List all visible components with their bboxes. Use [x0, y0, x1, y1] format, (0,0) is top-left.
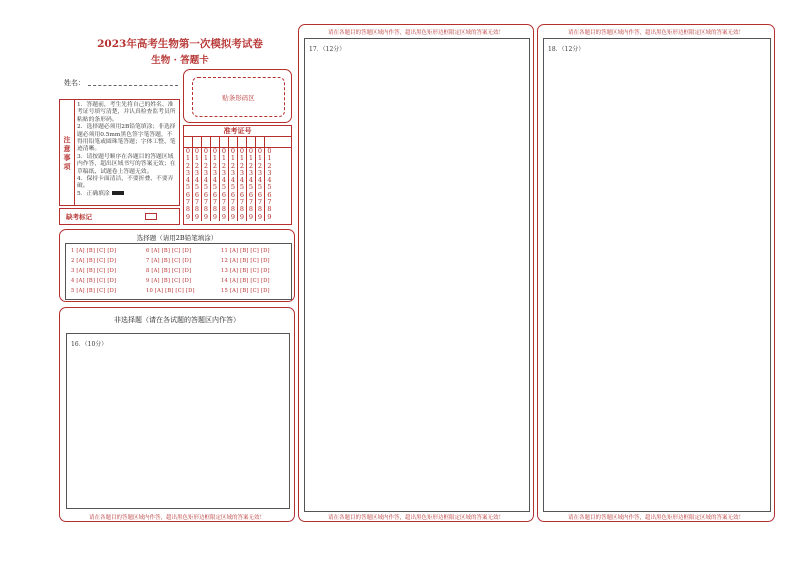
- exam-id-digit-bubble[interactable]: 1: [221, 154, 227, 163]
- barcode-panel: [183, 69, 292, 123]
- exam-id-digit-bubble[interactable]: 5: [185, 183, 191, 192]
- exam-id-digit-bubble[interactable]: 9: [185, 212, 191, 221]
- mcq-item[interactable]: 6 [A] [B] [C] [D]: [146, 248, 192, 254]
- exam-id-column: [193, 148, 202, 221]
- exam-id-digit-bubble[interactable]: 7: [212, 198, 218, 207]
- exam-id-digit-bubble[interactable]: 7: [230, 198, 236, 207]
- exam-id-grid: [184, 148, 291, 221]
- exam-id-digit-bubble[interactable]: 0: [203, 147, 209, 155]
- mcq-item[interactable]: 4 [A] [B] [C] [D]: [71, 278, 117, 284]
- exam-id-digit-bubble[interactable]: 4: [267, 176, 272, 185]
- exam-id-digit-bubble[interactable]: 4: [203, 176, 209, 185]
- exam-id-digit-bubble[interactable]: 8: [221, 205, 227, 214]
- exam-id-write-cell[interactable]: [265, 137, 274, 147]
- exam-id-digit-bubble[interactable]: 8: [248, 205, 254, 214]
- notes-list: [77, 102, 178, 198]
- notes-heading-text: 注 意 事 项: [63, 134, 71, 171]
- exam-id-digit-bubble[interactable]: 5: [230, 183, 236, 192]
- exam-id-digit-bubble[interactable]: 9: [267, 212, 272, 221]
- exam-id-digit-bubble[interactable]: 9: [221, 212, 227, 221]
- essay-panel-18: [537, 24, 775, 522]
- exam-id-digit-bubble[interactable]: 7: [203, 198, 209, 207]
- question-16-label: 16．（10分）: [71, 341, 108, 348]
- exam-id-digit-bubble[interactable]: 1: [230, 154, 236, 163]
- exam-id-digit-bubble[interactable]: 1: [239, 154, 245, 163]
- essay-panel-16: [59, 307, 295, 522]
- exam-id-digit-bubble[interactable]: 8: [239, 205, 245, 214]
- mcq-item[interactable]: 8 [A] [B] [C] [D]: [146, 268, 192, 274]
- exam-id-digit-bubble[interactable]: 7: [267, 198, 272, 207]
- exam-id-digit-bubble[interactable]: 6: [212, 190, 218, 199]
- exam-id-digit-bubble[interactable]: 6: [230, 190, 236, 199]
- exam-id-digit-bubble[interactable]: 6: [267, 190, 272, 199]
- exam-id-digit-bubble[interactable]: 7: [248, 198, 254, 207]
- exam-id-digit-bubble[interactable]: 9: [257, 212, 263, 221]
- mcq-grid: [65, 243, 292, 300]
- exam-id-label: 准考证号: [184, 126, 291, 137]
- exam-id-digit-bubble[interactable]: 1: [185, 154, 191, 163]
- exam-id-digit-bubble[interactable]: 6: [185, 190, 191, 199]
- warning-text-bottom: 请在各题目的答题区域内作答，超出黑色矩形边框限定区域的答案无效！: [327, 515, 504, 521]
- exam-id-digit-bubble[interactable]: 0: [239, 147, 245, 155]
- exam-title: 2023年高考生物第一次模拟考试卷: [97, 38, 263, 50]
- exam-id-column: [256, 148, 265, 221]
- exam-id-digit-bubble[interactable]: 6: [248, 190, 254, 199]
- exam-id-digit-bubble[interactable]: 0: [185, 147, 191, 155]
- absent-box: [59, 208, 180, 225]
- exam-id-digit-bubble[interactable]: 3: [212, 168, 218, 177]
- exam-id-digit-bubble[interactable]: 9: [248, 212, 254, 221]
- mcq-item[interactable]: 15 [A] [B] [C] [D]: [221, 288, 270, 294]
- exam-id-digit-bubble[interactable]: 1: [248, 154, 254, 163]
- exam-id-digit-bubble[interactable]: 4: [185, 176, 191, 185]
- exam-id-digit-bubble[interactable]: 3: [194, 168, 200, 177]
- exam-id-write-cell[interactable]: [247, 137, 256, 147]
- exam-id-digit-bubble[interactable]: 4: [221, 176, 227, 185]
- answer-area-16[interactable]: [66, 333, 290, 509]
- exam-id-digit-bubble[interactable]: 3: [257, 168, 263, 177]
- exam-id-digit-bubble[interactable]: 4: [230, 176, 236, 185]
- notes-heading: [60, 100, 75, 205]
- exam-id-digit-bubble[interactable]: 4: [194, 176, 200, 185]
- exam-id-digit-bubble[interactable]: 3: [203, 168, 209, 177]
- exam-id-write-row[interactable]: [184, 137, 291, 148]
- exam-id-digit-bubble[interactable]: 6: [194, 190, 200, 199]
- exam-id-column: [229, 148, 238, 221]
- exam-id-digit-bubble[interactable]: 9: [203, 212, 209, 221]
- mcq-item[interactable]: 10 [A] [B] [C] [D]: [146, 288, 195, 294]
- exam-id-digit-bubble[interactable]: 1: [212, 154, 218, 163]
- exam-id-write-cell[interactable]: [202, 137, 211, 147]
- mcq-item[interactable]: 7 [A] [B] [C] [D]: [146, 258, 192, 264]
- exam-id-digit-bubble[interactable]: 5: [203, 183, 209, 192]
- exam-id-digit-bubble[interactable]: 8: [212, 205, 218, 214]
- mcq-item[interactable]: 11 [A] [B] [C] [D]: [221, 248, 270, 254]
- note-item: 2．选择题必须用2B铅笔填涂；非选择题必须用0.5mm黑色签字笔答题，不得用铅笔或圆珠笔答题；字体工整、笔迹清晰。: [77, 124, 176, 153]
- essay-title: 非选择题（请在各试题的答题区内作答）: [114, 316, 240, 324]
- exam-id-digit-bubble[interactable]: 2: [257, 161, 263, 170]
- essay-panel-17: [298, 24, 534, 522]
- exam-id-digit-bubble[interactable]: 2: [194, 161, 200, 170]
- exam-id-digit-bubble[interactable]: 5: [257, 183, 263, 192]
- mcq-item[interactable]: 2 [A] [B] [C] [D]: [71, 258, 117, 264]
- exam-id-write-cell[interactable]: [256, 137, 265, 147]
- filled-mark-sample: [112, 191, 124, 195]
- exam-id-write-cell[interactable]: [220, 137, 229, 147]
- exam-id-write-cell[interactable]: [211, 137, 220, 147]
- absent-checkbox[interactable]: [145, 213, 157, 220]
- exam-id-digit-bubble[interactable]: 2: [221, 161, 227, 170]
- exam-id-column: [220, 148, 229, 221]
- exam-id-write-cell[interactable]: [238, 137, 247, 147]
- answer-area-18[interactable]: [543, 38, 771, 512]
- exam-id-digit-bubble[interactable]: 4: [257, 176, 263, 185]
- exam-id-digit-bubble[interactable]: 2: [239, 161, 245, 170]
- exam-id-digit-bubble[interactable]: 6: [239, 190, 245, 199]
- exam-id-digit-bubble[interactable]: 0: [267, 147, 272, 155]
- absent-label: 缺考标记: [66, 213, 92, 221]
- exam-id-digit-bubble[interactable]: 7: [194, 198, 200, 207]
- mcq-item[interactable]: 1 [A] [B] [C] [D]: [71, 248, 117, 254]
- exam-id-digit-bubble[interactable]: 2: [230, 161, 236, 170]
- exam-id-digit-bubble[interactable]: 8: [230, 205, 236, 214]
- exam-id-digit-bubble[interactable]: 6: [257, 190, 263, 199]
- exam-id-digit-bubble[interactable]: 4: [239, 176, 245, 185]
- exam-id-digit-bubble[interactable]: 7: [221, 198, 227, 207]
- exam-id-digit-bubble[interactable]: 4: [212, 176, 218, 185]
- mcq-item[interactable]: 3 [A] [B] [C] [D]: [71, 268, 117, 274]
- exam-id-write-cell[interactable]: [184, 137, 193, 147]
- exam-id-digit-bubble[interactable]: 0: [230, 147, 236, 155]
- exam-id-digit-bubble[interactable]: 3: [239, 168, 245, 177]
- notes-box: [59, 99, 180, 206]
- question-17-label: 17．（12分）: [309, 46, 346, 53]
- name-field[interactable]: [88, 85, 178, 86]
- exam-id-digit-bubble[interactable]: 3: [185, 168, 191, 177]
- exam-id-digit-bubble[interactable]: 3: [230, 168, 236, 177]
- exam-id-digit-bubble[interactable]: 2: [248, 161, 254, 170]
- exam-id-digit-bubble[interactable]: 0: [257, 147, 263, 155]
- exam-id-column: [211, 148, 220, 221]
- note-item: 1．答题前，考生先将自己的姓名、准考证号填写清楚，并认真检查监考员所粘贴的条形码。: [77, 102, 176, 123]
- exam-id-digit-bubble[interactable]: 5: [212, 183, 218, 192]
- exam-id-write-cell[interactable]: [193, 137, 202, 147]
- question-18-label: 18．（12分）: [548, 46, 585, 53]
- exam-id-box: [183, 125, 292, 225]
- exam-id-digit-bubble[interactable]: 5: [194, 183, 200, 192]
- exam-id-digit-bubble[interactable]: 3: [221, 168, 227, 177]
- exam-id-digit-bubble[interactable]: 5: [267, 183, 272, 192]
- exam-id-digit-bubble[interactable]: 1: [203, 154, 209, 163]
- note-item: 4．保持卡面清洁，不要折叠、不要弄破。: [77, 176, 174, 190]
- exam-id-digit-bubble[interactable]: 5: [221, 183, 227, 192]
- warning-text-top: 请在各题目的答题区域内作答，超出黑色矩形边框限定区域的答案无效！: [567, 30, 744, 36]
- exam-id-digit-bubble[interactable]: 8: [257, 205, 263, 214]
- mcq-item[interactable]: 5 [A] [B] [C] [D]: [71, 288, 117, 294]
- warning-text: 请在各题目的答题区域内作答，超出黑色矩形边框限定区域的答案无效！: [88, 515, 265, 521]
- exam-id-write-cell[interactable]: [229, 137, 238, 147]
- exam-id-digit-bubble[interactable]: 5: [248, 183, 254, 192]
- note-item: 3．请按题号顺序在各题目的答题区域内作答，超出区域书写的答案无效；在草稿纸、试题卷上答题无效。: [77, 153, 176, 175]
- exam-id-digit-bubble[interactable]: 2: [185, 161, 191, 170]
- exam-id-digit-bubble[interactable]: 9: [239, 212, 245, 221]
- exam-id-digit-bubble[interactable]: 1: [267, 154, 272, 163]
- name-label: 姓名：: [64, 79, 85, 87]
- warning-text-top: 请在各题目的答题区域内作答，超出黑色矩形边框限定区域的答案无效！: [327, 30, 504, 36]
- exam-id-digit-bubble[interactable]: 3: [267, 168, 272, 177]
- exam-id-column: [238, 148, 247, 221]
- barcode-area: 贴条形码区: [192, 77, 285, 117]
- exam-id-digit-bubble[interactable]: 8: [185, 205, 191, 214]
- exam-id-digit-bubble[interactable]: 8: [194, 205, 200, 214]
- mcq-panel: [59, 229, 295, 302]
- mcq-item[interactable]: 9 [A] [B] [C] [D]: [146, 278, 192, 284]
- exam-id-digit-bubble[interactable]: 5: [239, 183, 245, 192]
- exam-id-digit-bubble[interactable]: 0: [248, 147, 254, 155]
- exam-id-digit-bubble[interactable]: 8: [267, 205, 272, 214]
- exam-id-digit-bubble[interactable]: 9: [194, 212, 200, 221]
- exam-id-digit-bubble[interactable]: 0: [221, 147, 227, 155]
- exam-id-digit-bubble[interactable]: 6: [221, 190, 227, 199]
- mcq-item[interactable]: 12 [A] [B] [C] [D]: [221, 258, 270, 264]
- exam-id-digit-bubble[interactable]: 0: [212, 147, 218, 155]
- exam-id-digit-bubble[interactable]: 0: [194, 147, 200, 155]
- exam-id-digit-bubble[interactable]: 9: [212, 212, 218, 221]
- exam-id-digit-bubble[interactable]: 7: [239, 198, 245, 207]
- exam-id-digit-bubble[interactable]: 4: [248, 176, 254, 185]
- mcq-item[interactable]: 13 [A] [B] [C] [D]: [221, 268, 270, 274]
- exam-id-column: [202, 148, 211, 221]
- exam-id-digit-bubble[interactable]: 8: [203, 205, 209, 214]
- exam-id-digit-bubble[interactable]: 3: [248, 168, 254, 177]
- exam-id-digit-bubble[interactable]: 2: [203, 161, 209, 170]
- exam-id-column: [247, 148, 256, 221]
- card-subtitle: 生物 · 答题卡: [151, 55, 209, 66]
- warning-text-bottom: 请在各题目的答题区域内作答，超出黑色矩形边框限定区域的答案无效！: [567, 515, 744, 521]
- exam-id-column: [184, 148, 193, 221]
- exam-id-digit-bubble[interactable]: 9: [230, 212, 236, 221]
- exam-id-digit-bubble[interactable]: 2: [212, 161, 218, 170]
- exam-id-digit-bubble[interactable]: 7: [185, 198, 191, 207]
- mcq-title: 选择题（请用2B铅笔填涂）: [136, 234, 218, 242]
- exam-id-column: [265, 148, 274, 221]
- exam-id-digit-bubble[interactable]: 1: [194, 154, 200, 163]
- answer-area-17[interactable]: [304, 38, 530, 512]
- exam-id-digit-bubble[interactable]: 2: [267, 161, 272, 170]
- mcq-item[interactable]: 14 [A] [B] [C] [D]: [221, 278, 270, 284]
- exam-id-digit-bubble[interactable]: 6: [203, 190, 209, 199]
- exam-id-digit-bubble[interactable]: 1: [257, 154, 263, 163]
- note-item: 5．正确填涂: [77, 191, 178, 198]
- exam-id-digit-bubble[interactable]: 7: [257, 198, 263, 207]
